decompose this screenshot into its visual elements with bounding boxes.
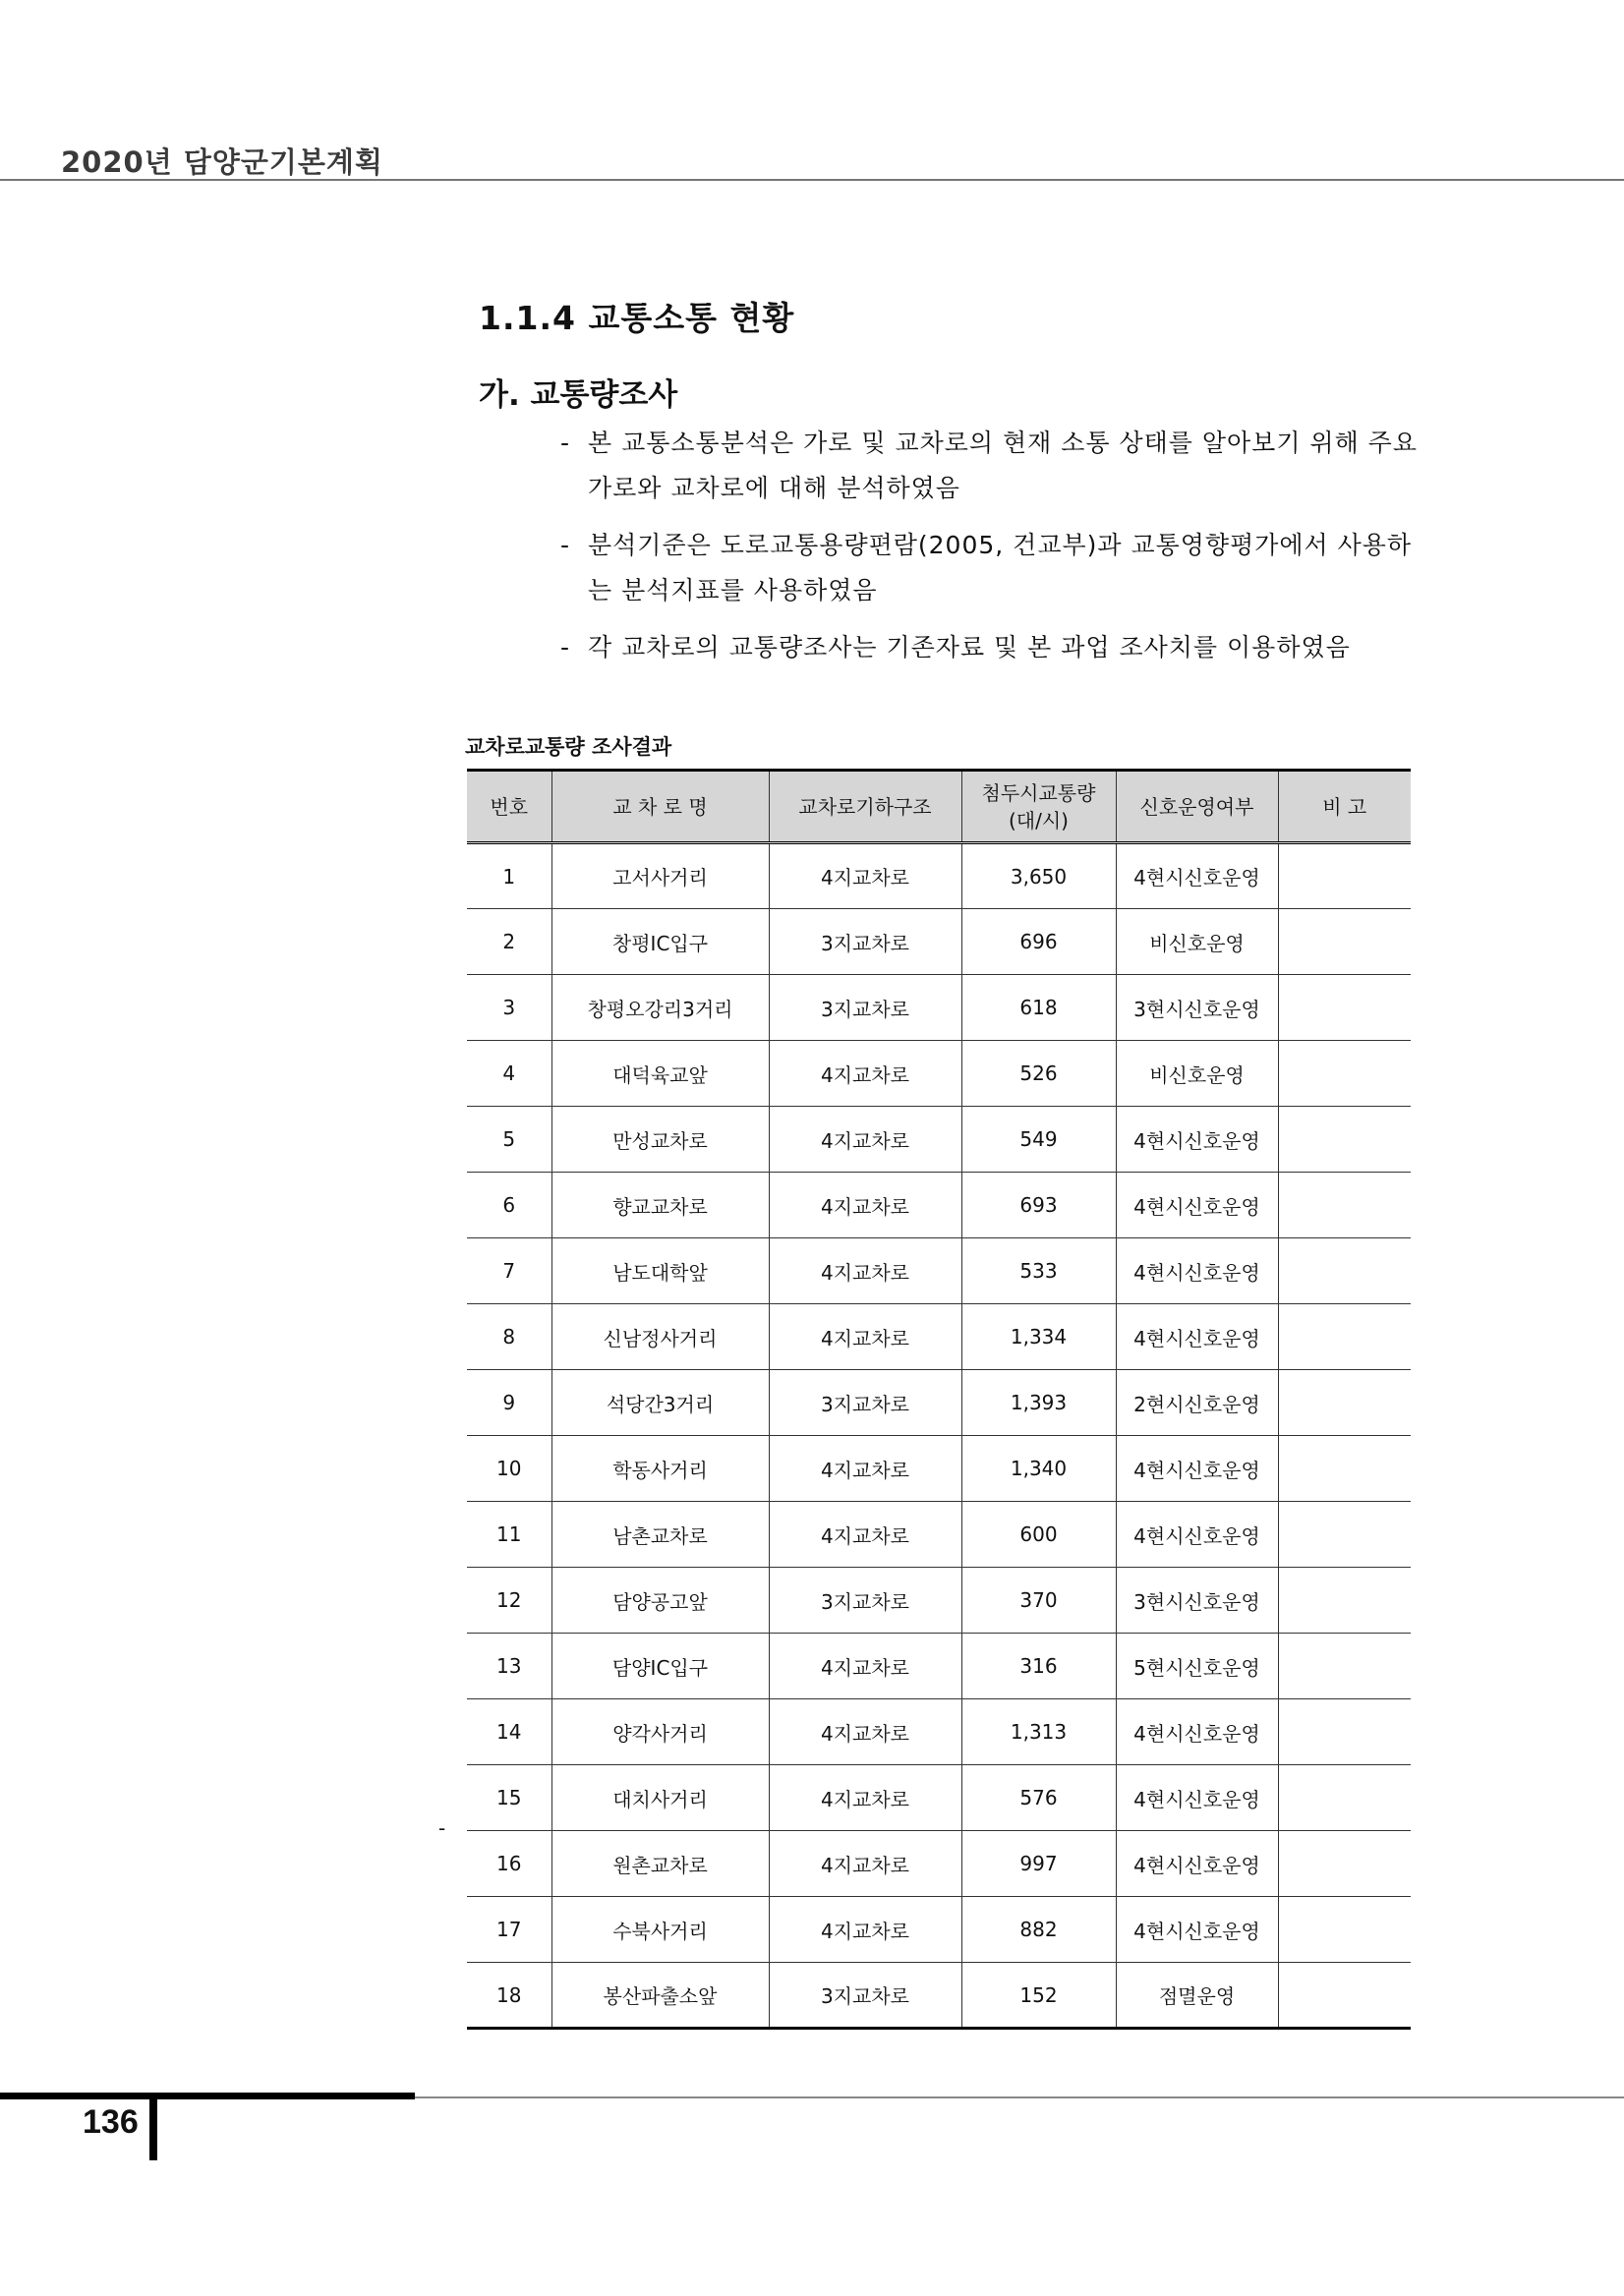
cell-peak-volume: 370: [961, 1568, 1116, 1634]
cell-peak-volume: 693: [961, 1173, 1116, 1238]
cell-peak-volume: 526: [961, 1041, 1116, 1107]
footer-thick-bar: [0, 2093, 415, 2099]
cell-geometry: 4지교차로: [769, 1173, 961, 1238]
cell-note: [1278, 1502, 1411, 1568]
cell-no: 1: [467, 843, 551, 909]
cell-no: 6: [467, 1173, 551, 1238]
cell-signal-operation: 4현시신호운영: [1116, 1897, 1278, 1963]
cell-no: 12: [467, 1568, 551, 1634]
cell-geometry: 4지교차로: [769, 843, 961, 909]
cell-no: 17: [467, 1897, 551, 1963]
cell-note: [1278, 1173, 1411, 1238]
cell-signal-operation: 4현시신호운영: [1116, 1699, 1278, 1765]
cell-peak-volume: 3,650: [961, 843, 1116, 909]
cell-no: 3: [467, 975, 551, 1041]
table-row: [467, 1963, 1411, 2029]
bullet-item: - 분석기준은 도로교통용량편람(2005, 건교부)과 교통영향평가에서 사용하는 분석지표를 사용하였음: [560, 523, 1435, 613]
table-row: [467, 1634, 1411, 1699]
cell-note: [1278, 909, 1411, 975]
table-row: [467, 1436, 1411, 1502]
bullet-item: - 각 교차로의 교통량조사는 기존자료 및 본 과업 조사치를 이용하였음: [560, 625, 1435, 670]
cell-no: 2: [467, 909, 551, 975]
cell-geometry: 4지교차로: [769, 1699, 961, 1765]
cell-no: 5: [467, 1107, 551, 1173]
cell-geometry: 3지교차로: [769, 975, 961, 1041]
cell-note: [1278, 1699, 1411, 1765]
cell-note: [1278, 1041, 1411, 1107]
cell-peak-volume: 316: [961, 1634, 1116, 1699]
table-row: [467, 1568, 1411, 1634]
cell-signal-operation: 점멸운영: [1116, 1963, 1278, 2029]
cell-peak-volume: 997: [961, 1831, 1116, 1897]
cell-intersection-name: 학동사거리: [551, 1436, 769, 1502]
cell-geometry: 3지교차로: [769, 1568, 961, 1634]
cell-no: 16: [467, 1831, 551, 1897]
stray-dash-mark: -: [438, 1816, 446, 1840]
bullet-item: - 본 교통소통분석은 가로 및 교차로의 현재 소통 상태를 알아보기 위해 주요가로와 교차로에 대해 분석하였음: [560, 421, 1435, 511]
table-row: [467, 1765, 1411, 1831]
cell-peak-volume: 882: [961, 1897, 1116, 1963]
cell-geometry: 4지교차로: [769, 1502, 961, 1568]
cell-intersection-name: 담양공고앞: [551, 1568, 769, 1634]
cell-geometry: 4지교차로: [769, 1436, 961, 1502]
cell-peak-volume: 1,393: [961, 1370, 1116, 1436]
cell-intersection-name: 고서사거리: [551, 843, 769, 909]
cell-note: [1278, 1370, 1411, 1436]
bullet-list: [560, 421, 1435, 682]
cell-signal-operation: 비신호운영: [1116, 909, 1278, 975]
cell-geometry: 4지교차로: [769, 1634, 961, 1699]
header-divider: [0, 179, 1624, 181]
cell-intersection-name: 만성교차로: [551, 1107, 769, 1173]
cell-no: 8: [467, 1304, 551, 1370]
table-caption: 교차로교통량 조사결과: [465, 735, 672, 759]
cell-signal-operation: 4현시신호운영: [1116, 1831, 1278, 1897]
table-body: [467, 843, 1411, 2029]
cell-intersection-name: 원촌교차로: [551, 1831, 769, 1897]
cell-note: [1278, 975, 1411, 1041]
cell-peak-volume: 152: [961, 1963, 1116, 2029]
table-row: [467, 1370, 1411, 1436]
table-row: [467, 1238, 1411, 1304]
section-title: 1.1.4 교통소통 현황: [479, 299, 795, 337]
cell-signal-operation: 3현시신호운영: [1116, 1568, 1278, 1634]
table-row: [467, 1304, 1411, 1370]
cell-note: [1278, 1436, 1411, 1502]
header-intersection-name: 교 차 로 명: [551, 771, 769, 843]
cell-signal-operation: 4현시신호운영: [1116, 1238, 1278, 1304]
cell-note: [1278, 1765, 1411, 1831]
header-no: 번호: [467, 771, 551, 843]
cell-geometry: 4지교차로: [769, 1238, 961, 1304]
header-geometry: 교차로기하구조: [769, 771, 961, 843]
header-note: 비 고: [1278, 771, 1411, 843]
cell-no: 10: [467, 1436, 551, 1502]
cell-note: [1278, 1304, 1411, 1370]
header-peak-volume-line2: (대/시): [1009, 808, 1069, 832]
cell-note: [1278, 1831, 1411, 1897]
table-row: [467, 1173, 1411, 1238]
subsection-title: 가. 교통량조사: [479, 377, 678, 413]
cell-signal-operation: 2현시신호운영: [1116, 1370, 1278, 1436]
cell-geometry: 4지교차로: [769, 1897, 961, 1963]
cell-note: [1278, 1897, 1411, 1963]
cell-note: [1278, 1568, 1411, 1634]
cell-peak-volume: 533: [961, 1238, 1116, 1304]
cell-peak-volume: 576: [961, 1765, 1116, 1831]
cell-no: 14: [467, 1699, 551, 1765]
table-row: [467, 909, 1411, 975]
running-header-title: 2020년 담양군기본계획: [61, 145, 383, 179]
table-row: [467, 1041, 1411, 1107]
table-row: [467, 1897, 1411, 1963]
cell-note: [1278, 1963, 1411, 2029]
cell-geometry: 4지교차로: [769, 1041, 961, 1107]
cell-peak-volume: 1,334: [961, 1304, 1116, 1370]
cell-note: [1278, 843, 1411, 909]
cell-note: [1278, 1238, 1411, 1304]
cell-signal-operation: 4현시신호운영: [1116, 843, 1278, 909]
cell-geometry: 3지교차로: [769, 1963, 961, 2029]
cell-geometry: 4지교차로: [769, 1831, 961, 1897]
cell-no: 9: [467, 1370, 551, 1436]
cell-signal-operation: 4현시신호운영: [1116, 1173, 1278, 1238]
cell-note: [1278, 1634, 1411, 1699]
cell-peak-volume: 618: [961, 975, 1116, 1041]
table-row: [467, 1107, 1411, 1173]
page-number-bar: [149, 2099, 157, 2160]
footer-divider: [415, 2096, 1624, 2098]
cell-intersection-name: 창평IC입구: [551, 909, 769, 975]
cell-no: 18: [467, 1963, 551, 2029]
cell-signal-operation: 4현시신호운영: [1116, 1765, 1278, 1831]
cell-intersection-name: 봉산파출소앞: [551, 1963, 769, 2029]
cell-signal-operation: 4현시신호운영: [1116, 1304, 1278, 1370]
cell-intersection-name: 석당간3거리: [551, 1370, 769, 1436]
cell-geometry: 4지교차로: [769, 1765, 961, 1831]
table-row: [467, 975, 1411, 1041]
cell-intersection-name: 남도대학앞: [551, 1238, 769, 1304]
table-header-row: [467, 771, 1411, 843]
header-signal-operation: 신호운영여부: [1116, 771, 1278, 843]
cell-intersection-name: 대치사거리: [551, 1765, 769, 1831]
cell-intersection-name: 대덕육교앞: [551, 1041, 769, 1107]
table-row: [467, 843, 1411, 909]
cell-intersection-name: 창평오강리3거리: [551, 975, 769, 1041]
cell-intersection-name: 담양IC입구: [551, 1634, 769, 1699]
cell-peak-volume: 600: [961, 1502, 1116, 1568]
cell-peak-volume: 1,340: [961, 1436, 1116, 1502]
cell-signal-operation: 비신호운영: [1116, 1041, 1278, 1107]
table-row: [467, 1831, 1411, 1897]
cell-intersection-name: 향교교차로: [551, 1173, 769, 1238]
cell-signal-operation: 3현시신호운영: [1116, 975, 1278, 1041]
page-number: 136: [83, 2103, 139, 2141]
cell-signal-operation: 4현시신호운영: [1116, 1436, 1278, 1502]
cell-peak-volume: 549: [961, 1107, 1116, 1173]
cell-intersection-name: 신남정사거리: [551, 1304, 769, 1370]
header-peak-volume: [961, 771, 1116, 843]
cell-intersection-name: 남촌교차로: [551, 1502, 769, 1568]
traffic-volume-table: [467, 769, 1411, 2030]
cell-note: [1278, 1107, 1411, 1173]
header-peak-volume-line1: 첨두시교통량: [981, 780, 1096, 805]
cell-geometry: 3지교차로: [769, 1370, 961, 1436]
cell-no: 11: [467, 1502, 551, 1568]
cell-peak-volume: 696: [961, 909, 1116, 975]
cell-signal-operation: 4현시신호운영: [1116, 1502, 1278, 1568]
cell-geometry: 3지교차로: [769, 909, 961, 975]
cell-intersection-name: 양각사거리: [551, 1699, 769, 1765]
cell-peak-volume: 1,313: [961, 1699, 1116, 1765]
cell-geometry: 4지교차로: [769, 1304, 961, 1370]
cell-intersection-name: 수북사거리: [551, 1897, 769, 1963]
cell-no: 15: [467, 1765, 551, 1831]
cell-no: 13: [467, 1634, 551, 1699]
cell-geometry: 4지교차로: [769, 1107, 961, 1173]
cell-signal-operation: 5현시신호운영: [1116, 1634, 1278, 1699]
table-row: [467, 1699, 1411, 1765]
cell-signal-operation: 4현시신호운영: [1116, 1107, 1278, 1173]
table-row: [467, 1502, 1411, 1568]
cell-no: 7: [467, 1238, 551, 1304]
cell-no: 4: [467, 1041, 551, 1107]
